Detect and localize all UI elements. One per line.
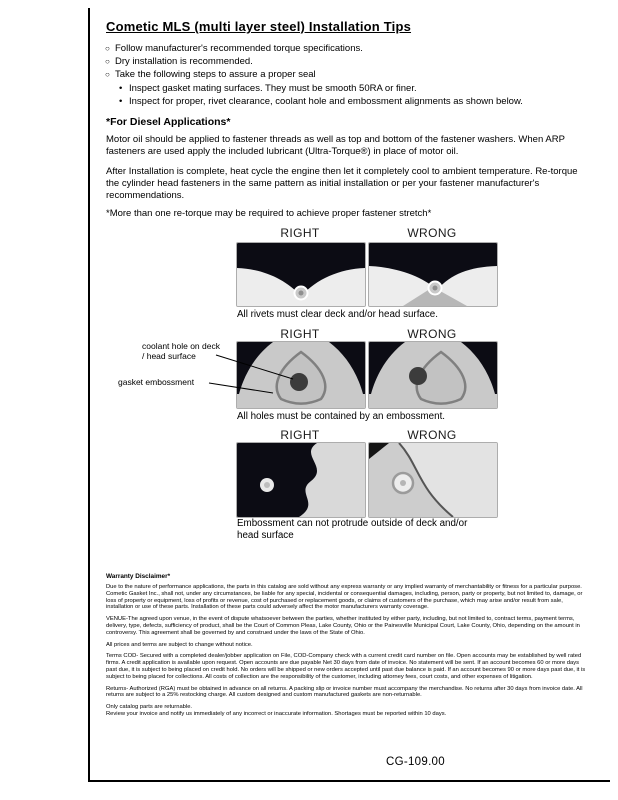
coolant-hole-annotation: coolant hole on deck / head surface — [142, 341, 220, 361]
page-code: CG-109.00 — [386, 756, 445, 768]
coolant-hole — [290, 373, 308, 391]
disclaimer-paragraph: All prices and terms are subject to change without notice. — [106, 641, 253, 648]
bolt-hole-center — [400, 480, 406, 486]
embossment-protrude-wrong-image — [368, 442, 498, 518]
disclaimer-paragraph: Due to the nature of performance applications, the parts in this catalog are sold without any express warranty or any implied warranty of merchantability or fitness for a particular purpose. Cometic Gasket Inc., shall not, under any circumstances, be liable for any special, incidental or consequential damages, including, person, party or property, but not limited to, damage, or loss of property or equipment, loss of profits or revenue, cost of purchased or replacement goods, or claims of customers of the purchase, which may arise and/or result from sale, installation or use of these parts. Installation of these parts could adversely affect the motor manufacturers warranty coverage. — [106, 584, 583, 611]
list-item-text: Take the following steps to assure a proper seal — [115, 69, 316, 81]
circle-bullet-icon: ○ — [105, 57, 110, 67]
embossment-protrude-right-diagram — [237, 443, 365, 517]
warranty-disclaimer-heading: Warranty Disclaimer* — [106, 573, 171, 580]
disclaimer-paragraph: Terms COD- Secured with a completed dealer/jobber application on File, COD-Company check with a current credit card number on file. Open accounts may be established by well rated firms. A credit application is available upon request. Open accounts are due payable Net 30 days from date of invoice. No statement will be sent. If an account becomes 60 or more days past due, it is subject to being placed on credit hold. No orders will be shipped or new orders accepted until past due balance is paid. If an account becomes 90 or more days past due, it is subject to being placed for collections. All costs of collection are the responsibility of the customer, including attorney fees, court costs, and other expenses of litigation. — [106, 653, 586, 680]
rivet-clear-right-image — [236, 242, 366, 307]
rivet-center — [433, 286, 438, 291]
hole-embossment-right-diagram — [237, 342, 365, 408]
list-item — [105, 55, 591, 68]
coolant-hole — [409, 367, 427, 385]
row1-caption: All rivets must clear deck and/or head surface. — [237, 309, 438, 320]
embossment-protrude-wrong-diagram — [369, 443, 497, 517]
list-item — [105, 68, 591, 81]
hole-embossment-wrong-image — [368, 341, 498, 409]
diesel-applications-heading: *For Diesel Applications* — [106, 116, 231, 128]
left-border-line — [88, 8, 90, 782]
rivet-clear-wrong-image — [368, 242, 498, 307]
right-label: RIGHT — [280, 327, 320, 341]
rivet-center — [299, 291, 304, 296]
circle-bullet-icon: ○ — [105, 70, 110, 80]
hole-embossment-wrong-diagram — [369, 342, 497, 408]
right-label: RIGHT — [280, 428, 320, 442]
embossment-protrude-right-image — [236, 442, 366, 518]
installation-tips-list — [105, 42, 591, 108]
disclaimer-paragraph: Returns- Authorized (RGA) must be obtained in advance on all returns. A packing slip or invoice number must accompany the merchandise. No returns after 30 days from invoice date. All returns are subject to a 25% restocking charge. All custom designed and custom manufactured gaskets are non-returnable. — [106, 685, 583, 699]
row3-caption: Embossment can not protrude outside of deck and/or head surface — [237, 518, 468, 541]
page-title: Cometic MLS (multi layer steel) Installation Tips — [106, 19, 412, 34]
sub-list-item — [119, 95, 591, 108]
dot-bullet-icon: • — [119, 95, 123, 107]
warranty-disclaimer-section — [106, 573, 587, 718]
hole-embossment-right-image — [236, 341, 366, 409]
row2-caption: All holes must be contained by an embossment. — [237, 411, 446, 422]
bolt-hole-center — [264, 482, 270, 488]
sub-list-item — [119, 82, 591, 95]
gasket-embossment-annotation: gasket embossment — [118, 377, 195, 387]
wrong-label: WRONG — [407, 327, 457, 341]
diesel-paragraph-1: Motor oil should be applied to fastener threads as well as top and bottom of the fastener washers. When ARP fasteners are used apply the included lubricant (Ultra-Torque®) in place of motor oil. — [106, 134, 565, 158]
wrong-label: WRONG — [407, 226, 457, 240]
disclaimer-paragraph: Review your invoice and notify us immediately of any incorrect or inaccurate information. Shortages must be reported within 10 days. — [106, 710, 447, 717]
disclaimer-paragraph: VENUE-The agreed upon venue, in the event of dispute whatsoever between the parties, whether instituted by either party, including, but not limited to, contract terms, payment terms, delivery, type, defects, sufficiency of product, shall be the Court of Common Pleas, Lake County, Ohio or the Painesville Municipal Court, Lake County, Ohio, depending on the amount in controversy. This agreement shall be governed by and construed under the laws of the State of Ohio. — [106, 616, 580, 636]
sub-list-item-text: Inspect for proper, rivet clearance, coolant hole and embossment alignments as shown below. — [129, 95, 523, 107]
rivet-clear-wrong-diagram — [369, 243, 497, 306]
dot-bullet-icon: • — [119, 82, 123, 94]
list-item-text: Dry installation is recommended. — [115, 56, 253, 68]
deck-edge-shape — [237, 443, 317, 517]
list-item — [105, 42, 591, 55]
retorque-note: *More than one re-torque may be required to achieve proper fastener stretch* — [106, 208, 432, 219]
circle-bullet-icon: ○ — [105, 44, 110, 53]
disclaimer-paragraph: Only catalog parts are returnable. — [106, 704, 193, 711]
list-item-text: Follow manufacturer's recommended torque specifications. — [115, 43, 363, 54]
rivet-clear-right-diagram — [237, 243, 365, 306]
right-label: RIGHT — [280, 226, 320, 240]
wrong-label: WRONG — [407, 428, 457, 442]
sub-list-item-text: Inspect gasket mating surfaces. They must be smooth 50RA or finer. — [129, 82, 417, 94]
diesel-paragraph-2: After Installation is complete, heat cycle the engine then let it completely cool to ambient temperature. Re-torque the cylinder head fasteners in the same pattern as initial installation or per your fastener manufacturer's recommendations. — [106, 166, 578, 202]
bottom-border-line — [88, 780, 610, 782]
